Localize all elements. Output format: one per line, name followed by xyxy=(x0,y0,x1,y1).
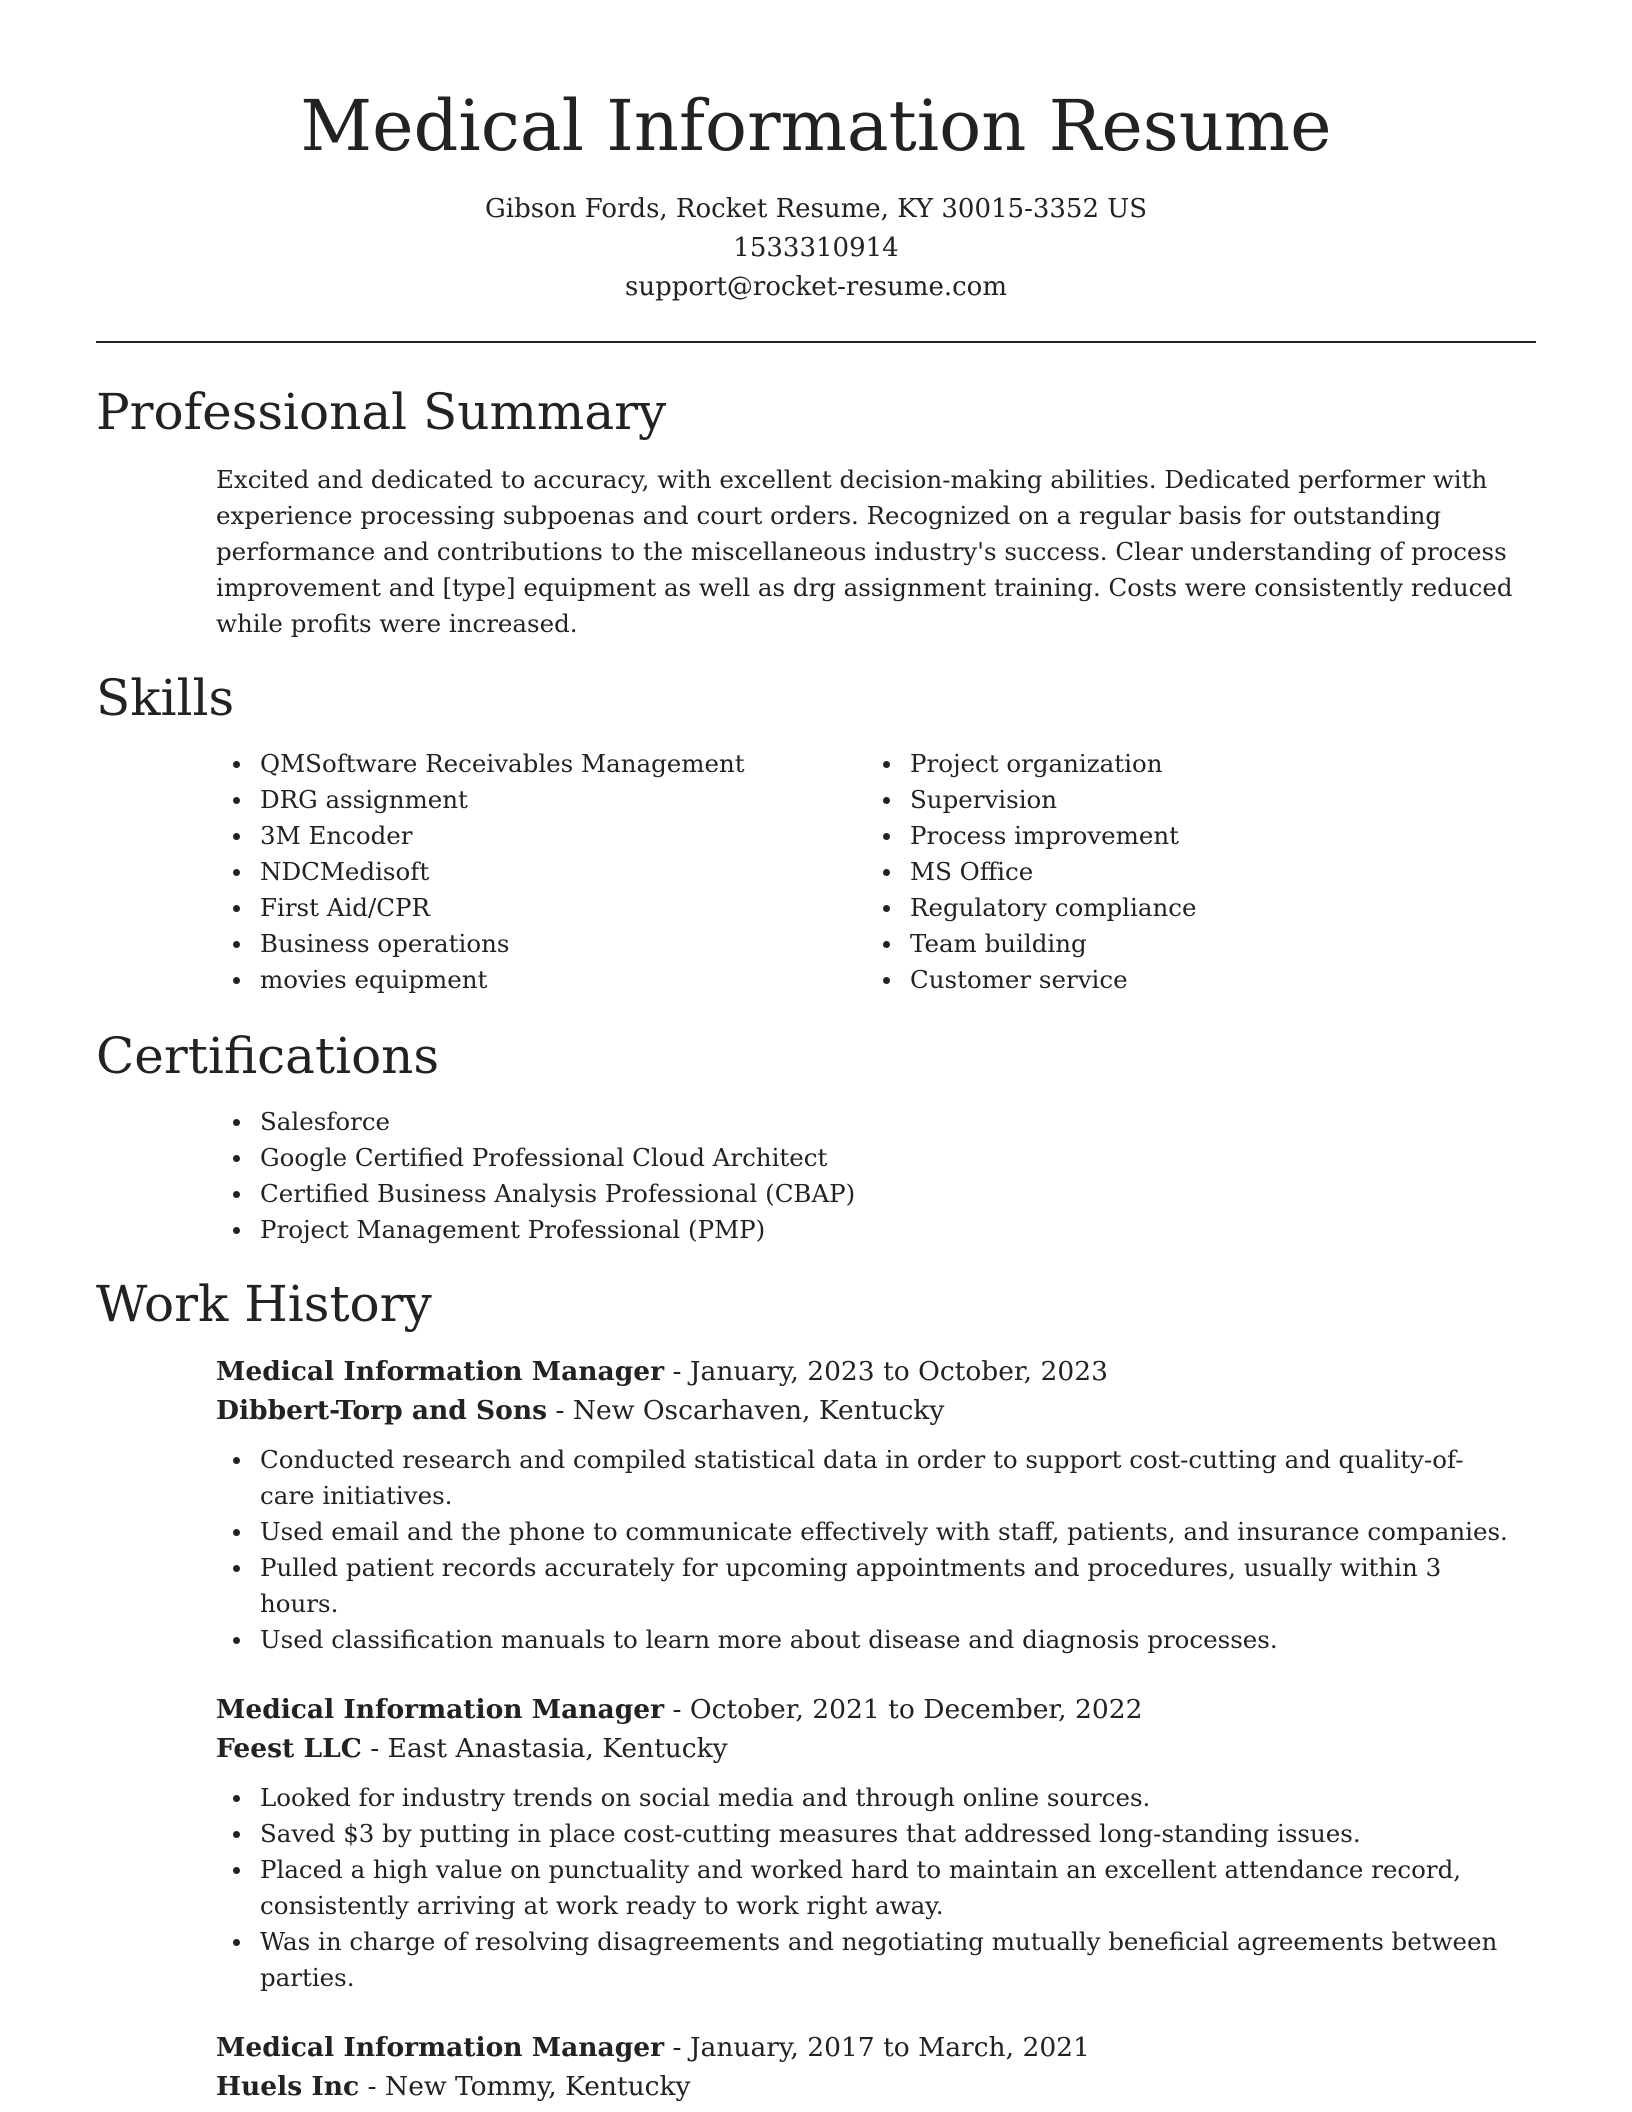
skill-item: Team building xyxy=(910,926,1196,962)
job-entry xyxy=(216,2028,1536,2106)
skill-item: 3M Encoder xyxy=(260,818,745,854)
job-bullets xyxy=(260,1442,1516,1658)
skills-list-left xyxy=(260,746,745,998)
skill-item: Process improvement xyxy=(910,818,1196,854)
job-location: New Oscarhaven, Kentucky xyxy=(572,1395,945,1426)
skill-item: movies equipment xyxy=(260,962,745,998)
job-dates: October, 2021 to December, 2022 xyxy=(689,1694,1143,1725)
job-title: Medical Information Manager xyxy=(216,1356,665,1387)
job-company: Dibbert-Torp and Sons xyxy=(216,1395,548,1426)
summary-section xyxy=(96,380,1536,642)
certifications-section xyxy=(96,1024,1536,1248)
certification-item: Project Management Professional (PMP) xyxy=(260,1212,1536,1248)
job-dates: January, 2017 to March, 2021 xyxy=(689,2032,1090,2063)
job-company: Huels Inc xyxy=(216,2071,360,2102)
job-company-line: Huels Inc - New Tommy, Kentucky xyxy=(216,2071,691,2102)
job-bullet: Was in charge of resolving disagreements and negotiating mutually beneficial agreements between parties. xyxy=(260,1924,1516,1996)
job-bullet: Placed a high value on punctuality and worked hard to maintain an excellent attendance record, consistently arriving at work ready to work right away. xyxy=(260,1852,1516,1924)
contact-block xyxy=(0,190,1632,307)
certifications-list xyxy=(260,1104,1536,1248)
summary-heading: Professional Summary xyxy=(96,383,667,441)
skill-item: Supervision xyxy=(910,782,1196,818)
skill-item: Regulatory compliance xyxy=(910,890,1196,926)
certification-item: Google Certified Professional Cloud Architect xyxy=(260,1140,1536,1176)
skill-item: DRG assignment xyxy=(260,782,745,818)
skills-heading: Skills xyxy=(96,669,235,727)
skill-item: MS Office xyxy=(910,854,1196,890)
job-bullet: Used email and the phone to communicate effectively with staff, patients, and insurance companies. xyxy=(260,1514,1516,1550)
skills-list-right xyxy=(910,746,1196,998)
job-bullets xyxy=(260,1780,1516,1996)
work-history-heading: Work History xyxy=(96,1275,432,1333)
job-bullet: Saved $3 by putting in place cost-cutting measures that addressed long-standing issues. xyxy=(260,1816,1516,1852)
skills-section xyxy=(96,666,1536,1006)
job-company-line: Dibbert-Torp and Sons - New Oscarhaven, Kentucky xyxy=(216,1395,945,1426)
summary-text: Excited and dedicated to accuracy, with excellent decision-making abilities. Dedicated performer with experience processing subpoenas and court orders. Recognized on a regular basis for outstanding performance and contributions to the miscellaneous industry's success. Clear understanding of process improvement and [type] equipment as well as drg assignment training. Costs were consistently reduced while profits were increased. xyxy=(216,465,1513,638)
resume-title: Medical Information Resume xyxy=(300,85,1332,167)
contact-phone: 1533310914 xyxy=(733,233,899,263)
job-location: East Anastasia, Kentucky xyxy=(387,1733,728,1764)
job-bullet: Looked for industry trends on social media and through online sources. xyxy=(260,1780,1516,1816)
job-company: Feest LLC xyxy=(216,1733,362,1764)
skills-columns xyxy=(260,746,1536,1006)
job-title: Medical Information Manager xyxy=(216,1694,665,1725)
header-divider xyxy=(96,341,1536,343)
skill-item: Business operations xyxy=(260,926,745,962)
job-dates: January, 2023 to October, 2023 xyxy=(689,1356,1108,1387)
skill-item: NDCMedisoft xyxy=(260,854,745,890)
job-bullet: Pulled patient records accurately for upcoming appointments and procedures, usually within 3 hours. xyxy=(260,1550,1516,1622)
job-title-line: Medical Information Manager - January, 2017 to March, 2021 xyxy=(216,2032,1090,2063)
job-title: Medical Information Manager xyxy=(216,2032,665,2063)
skill-item: First Aid/CPR xyxy=(260,890,745,926)
job-entry xyxy=(216,1352,1536,1658)
skill-item: QMSoftware Receivables Management xyxy=(260,746,745,782)
skill-item: Project organization xyxy=(910,746,1196,782)
contact-address: Gibson Fords, Rocket Resume, KY 30015-3352 US xyxy=(484,194,1148,224)
job-location: New Tommy, Kentucky xyxy=(385,2071,691,2102)
job-company-line: Feest LLC - East Anastasia, Kentucky xyxy=(216,1733,728,1764)
certifications-heading: Certifications xyxy=(96,1027,440,1085)
job-title-line: Medical Information Manager - October, 2021 to December, 2022 xyxy=(216,1694,1143,1725)
job-title-line: Medical Information Manager - January, 2023 to October, 2023 xyxy=(216,1356,1108,1387)
job-bullet: Used classification manuals to learn more about disease and diagnosis processes. xyxy=(260,1622,1516,1658)
contact-email: support@rocket-resume.com xyxy=(624,272,1007,302)
job-entry xyxy=(216,1690,1536,1996)
certification-item: Certified Business Analysis Professional (CBAP) xyxy=(260,1176,1536,1212)
job-bullet: Conducted research and compiled statistical data in order to support cost-cutting and quality-of-care initiatives. xyxy=(260,1442,1516,1514)
work-history-section xyxy=(96,1272,1536,2106)
skill-item: Customer service xyxy=(910,962,1196,998)
certification-item: Salesforce xyxy=(260,1104,1536,1140)
